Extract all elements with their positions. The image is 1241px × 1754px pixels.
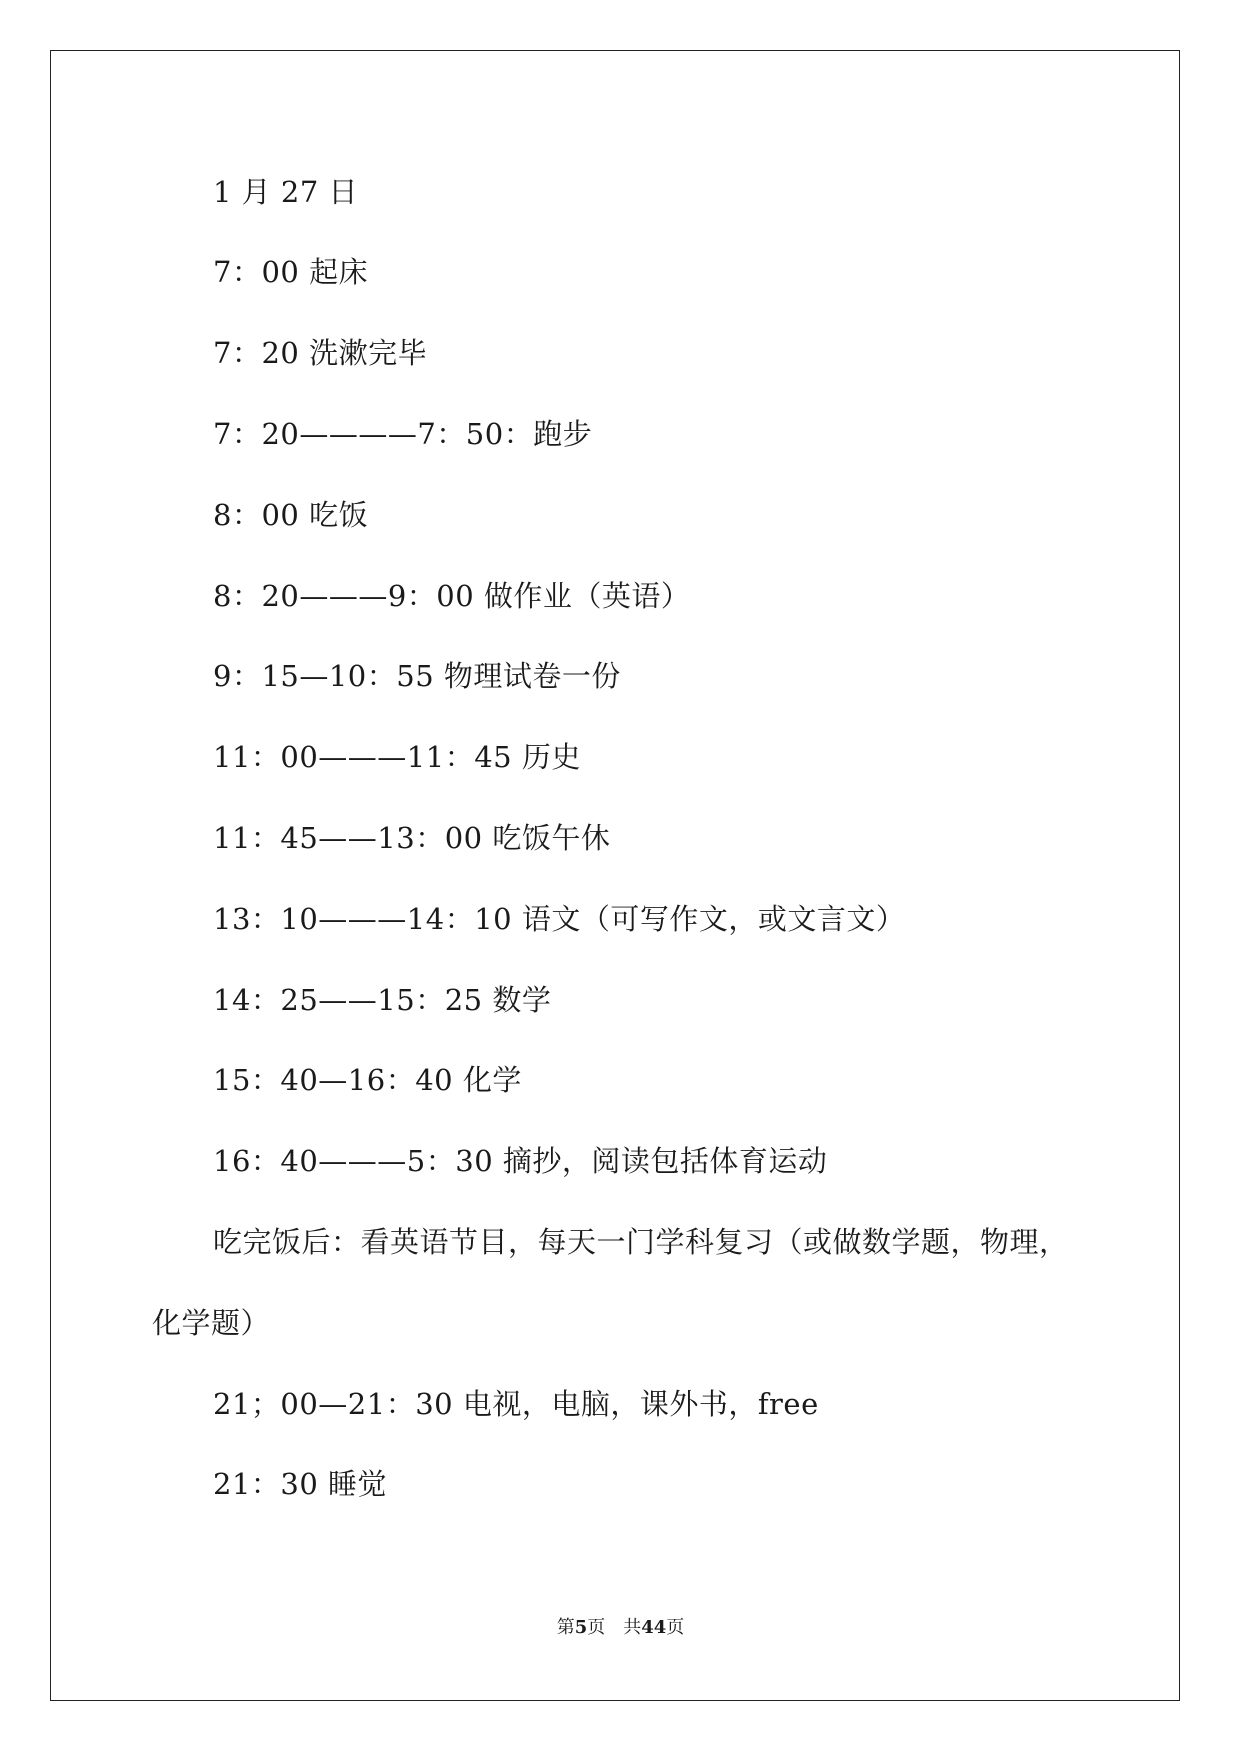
schedule-line: 21：30 睡觉: [213, 1467, 388, 1501]
schedule-line: 7：00 起床: [213, 255, 369, 289]
schedule-line: 15：40—16：40 化学: [213, 1063, 522, 1097]
schedule-line: 14：25——15：25 数学: [213, 983, 552, 1017]
schedule-date: 1 月 27 日: [213, 175, 359, 209]
schedule-line: 11：00———11：45 历史: [213, 740, 581, 774]
schedule-line: 9：15—10：55 物理试卷一份: [213, 659, 621, 693]
page-prefix: 第: [556, 1617, 575, 1638]
total-pages: 44: [641, 1617, 667, 1638]
page-border: [50, 50, 1180, 1701]
total-suffix: 页: [666, 1617, 685, 1638]
schedule-line: 16：40———5：30 摘抄，阅读包括体育运动: [213, 1144, 828, 1178]
schedule-line: 21；00—21：30 电视，电脑，课外书，free: [213, 1387, 819, 1421]
page-number: 5: [574, 1617, 588, 1638]
schedule-line: 7：20 洗漱完毕: [213, 336, 428, 370]
schedule-line: 7：20————7：50：跑步: [213, 417, 593, 451]
evening-note-continuation: 化学题）: [152, 1306, 271, 1340]
schedule-line: 8：20———9：00 做作业（英语）: [213, 579, 691, 613]
total-prefix: 共: [623, 1617, 642, 1638]
schedule-line: 13：10———14：10 语文（可写作文，或文言文）: [213, 902, 906, 936]
schedule-line: 8：00 吃饭: [213, 498, 369, 532]
page-suffix: 页: [587, 1617, 606, 1638]
page-footer: [0, 1616, 1241, 1640]
evening-note: 吃完饭后：看英语节目，每天一门学科复习（或做数学题，物理，: [213, 1225, 1069, 1259]
schedule-line: 11：45——13：00 吃饭午休: [213, 821, 611, 855]
